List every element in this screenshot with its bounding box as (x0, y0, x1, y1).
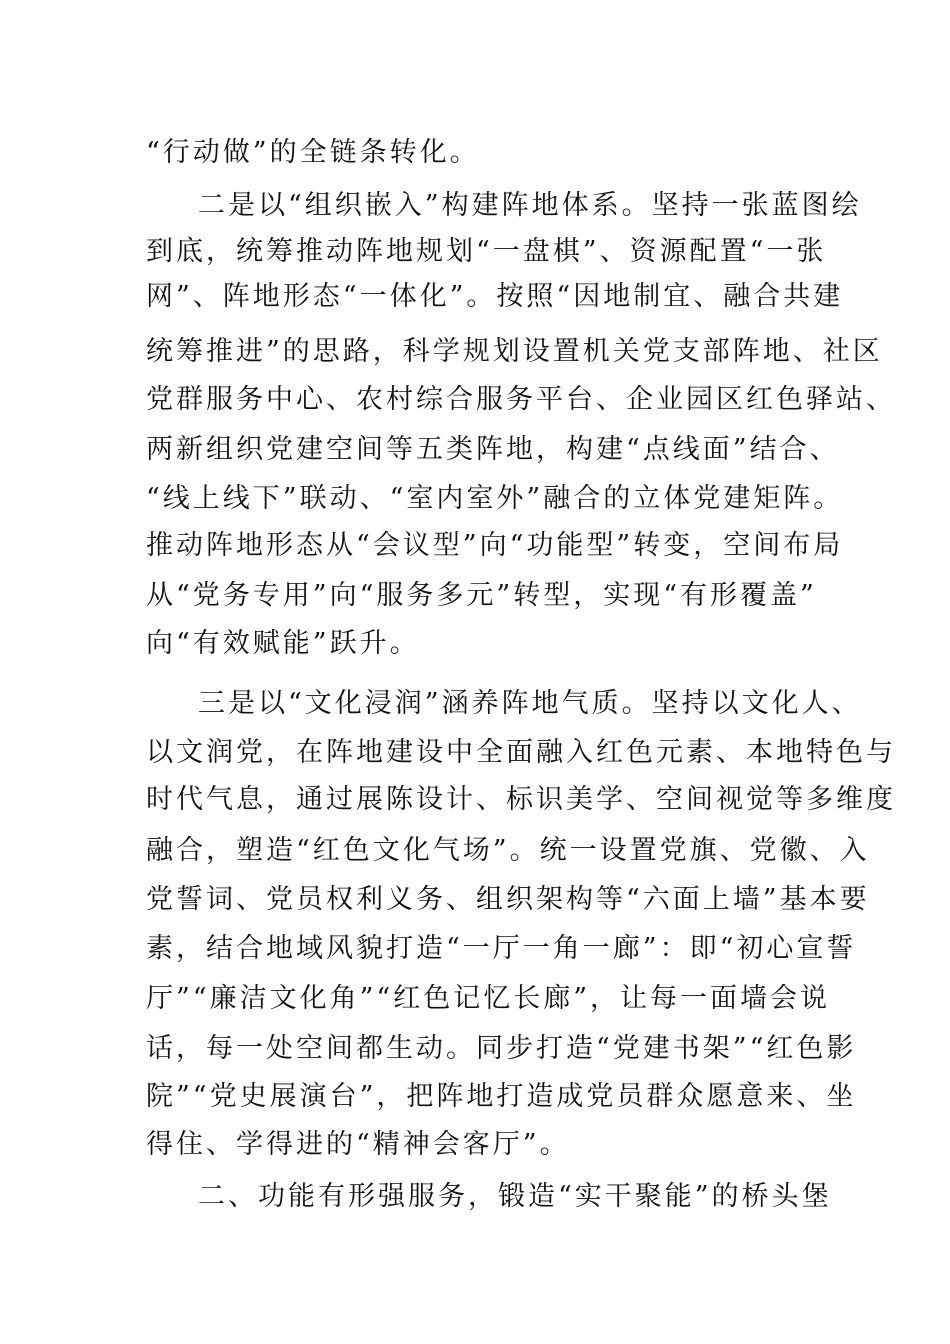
text-line: 话，每一处空间都生动。同步打造“党建书架”“红色影 (146, 1033, 857, 1064)
text-line: 得住、学得进的“精神会客厅”。 (146, 1129, 570, 1160)
text-line: 网”、阵地形态“一体化”。按照“因地制宜、融合共建 (146, 281, 844, 312)
section-heading: 二、功能有形强服务，锻造“实干聚能”的桥头堡 (198, 1181, 832, 1212)
text-line: 两新组织党建空间等五类阵地，构建“点线面”结合、 (146, 434, 840, 465)
paragraph-start-line: 三是以“文化浸润”涵养阵地气质。坚持以文化人、 (198, 688, 862, 719)
text-line: 院”“党史展演台”，把阵地打造成党员群众愿意来、坐 (146, 1081, 857, 1112)
text-line: 到底，统筹推动阵地规划“一盘棋”、资源配置“一张 (146, 236, 827, 267)
text-line: 统筹推进”的思路，科学规划设置机关党支部阵地、社区 (146, 336, 883, 367)
text-line: 向“有效赋能”跃升。 (146, 628, 420, 659)
text-line: 党群服务中心、农村综合服务平台、企业园区红色驿站、 (146, 384, 896, 415)
text-line: “线上线下”联动、“室内室外”融合的立体党建矩阵。 (146, 483, 844, 514)
text-line: 以文润党，在阵地建设中全面融入红色元素、本地特色与 (146, 737, 896, 768)
text-line: 党誓词、党员权利义务、组织架构等“六面上墙”基本要 (146, 884, 870, 915)
text-line: 融合，塑造“红色文化气场”。统一设置党旗、党徽、入 (146, 835, 870, 866)
text-line: 从“党务专用”向“服务多元”转型，实现“有形覆盖” (146, 580, 817, 611)
text-line: 推动阵地形态从“会议型”向“功能型”转变，空间布局 (146, 530, 844, 561)
text-line: 时代气息，通过展陈设计、标识美学、空间视觉等多维度 (146, 784, 896, 815)
text-line: 素，结合地域风貌打造“一厅一角一廊”：即“初心宣誓 (146, 933, 857, 964)
text-line: “行动做”的全链条转化。 (146, 137, 480, 168)
text-line: 厅”“廉洁文化角”“红色记忆长廊”，让每一面墙会说 (146, 983, 831, 1014)
paragraph-start-line: 二是以“组织嵌入”构建阵地体系。坚持一张蓝图绘 (198, 190, 862, 221)
